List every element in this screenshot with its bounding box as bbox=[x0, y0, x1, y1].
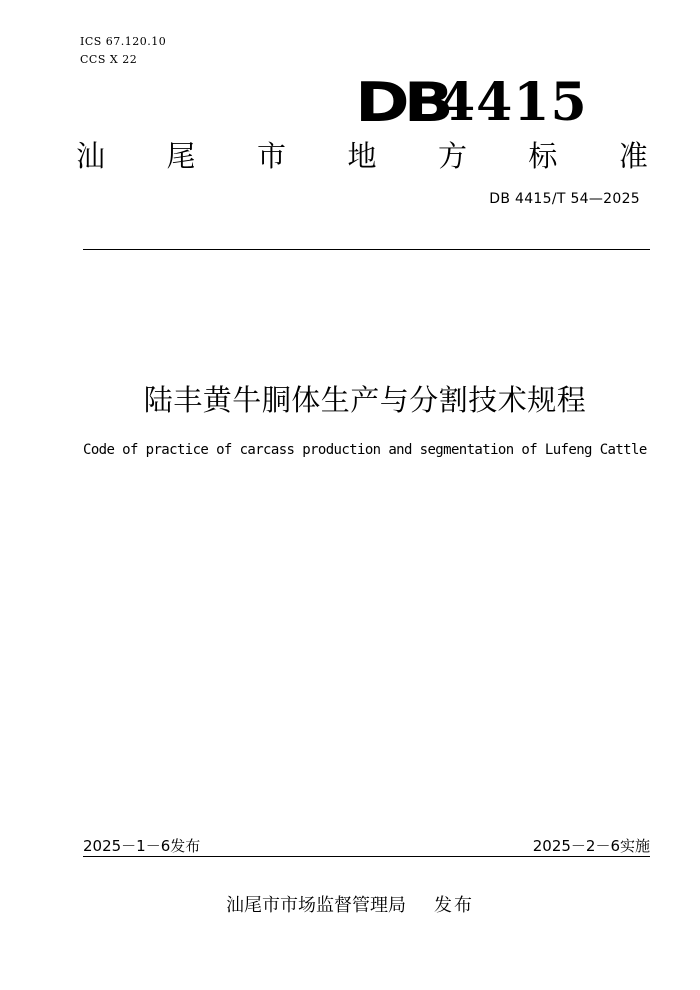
issue-date: 2025－1－6发布 bbox=[83, 837, 201, 855]
document-title-english: Code of practice of carcass production and segmentation of Lufeng Cattle bbox=[83, 442, 647, 458]
publisher bbox=[226, 891, 474, 917]
db-logo-code: 4415 bbox=[439, 72, 588, 133]
standard-type-char: 市 bbox=[256, 138, 286, 173]
standard-type bbox=[76, 134, 648, 174]
implementation-date: 2025－2－6实施 bbox=[532, 837, 650, 855]
ccs-code: CCS X 22 bbox=[80, 53, 138, 66]
standard-type-char: 标 bbox=[528, 138, 558, 173]
db-logo bbox=[355, 71, 588, 134]
standard-type-char: 方 bbox=[437, 138, 467, 173]
standard-type-char: 地 bbox=[347, 138, 377, 173]
standard-type-char: 汕 bbox=[76, 138, 106, 173]
header-divider bbox=[83, 249, 650, 250]
footer-divider bbox=[83, 856, 650, 857]
db-logo-prefix: DB bbox=[355, 71, 448, 134]
standard-type-char: 准 bbox=[618, 138, 648, 173]
standard-number: DB 4415/T 54—2025 bbox=[489, 191, 640, 207]
publisher-suffix: 发布 bbox=[434, 895, 474, 916]
standard-type-char: 尾 bbox=[166, 138, 196, 173]
document-title-chinese: 陆丰黄牛胴体生产与分割技术规程 bbox=[143, 383, 587, 417]
ics-code: ICS 67.120.10 bbox=[80, 35, 167, 48]
publisher-name: 汕尾市市场监督管理局 bbox=[226, 895, 406, 916]
